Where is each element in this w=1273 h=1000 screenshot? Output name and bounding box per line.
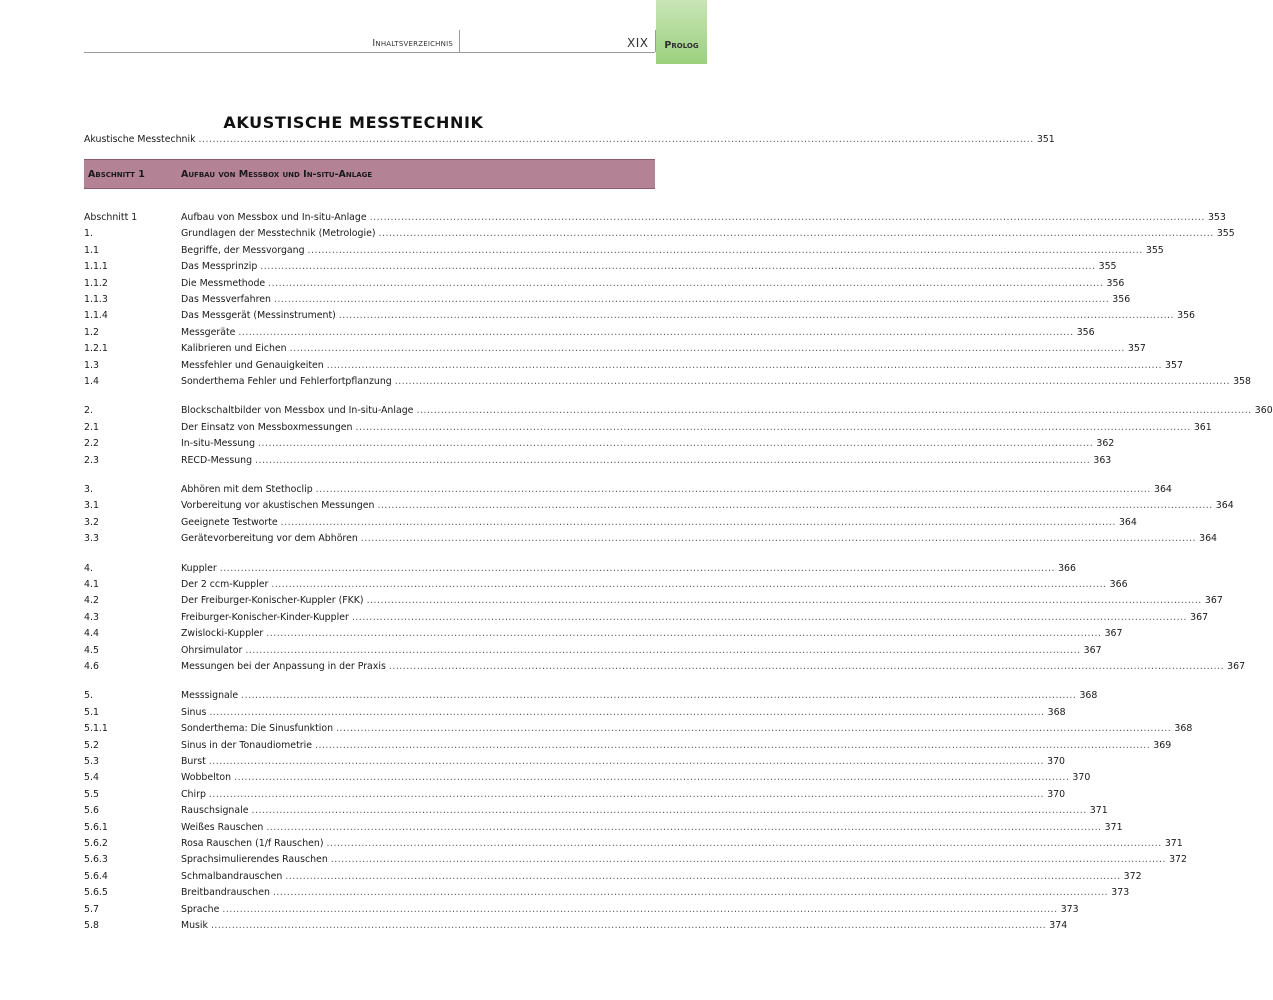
toc-row[interactable]: [84, 627, 1123, 641]
toc-leader-dots: ................................................................................................................................................................................................................................................: [366, 595, 1202, 607]
toc-page: 361: [1193, 421, 1212, 433]
toc-page: 356: [1112, 294, 1131, 305]
toc-leader-dots: ................................................................................................................................................................................................................................................: [360, 533, 1197, 545]
toc-row[interactable]: [84, 359, 1183, 373]
toc-row[interactable]: [84, 499, 1234, 513]
toc-row[interactable]: [84, 594, 1223, 608]
toc-leader-dots: ................................................................................................................................................................................................................................................: [336, 723, 1172, 735]
toc-page: 362: [1096, 438, 1115, 450]
toc-page: 370: [1072, 772, 1091, 784]
toc-row[interactable]: [84, 886, 1130, 900]
toc-number: 5.: [84, 690, 93, 702]
running-header-section: Inhaltsverzeichnis: [372, 38, 453, 49]
toc-page: 368: [1079, 690, 1098, 702]
toc-leader-dots: ................................................................................................................................................................................................................................................: [285, 870, 1121, 882]
toc-number: 5.6: [84, 805, 99, 817]
toc-number: 4.3: [84, 611, 99, 623]
toc-row[interactable]: [84, 260, 1117, 274]
toc-page: 355: [1145, 244, 1164, 256]
toc-number: 5.8: [84, 920, 99, 931]
toc-page: 363: [1093, 454, 1112, 466]
toc-row[interactable]: [84, 739, 1172, 753]
toc-title: RECD-Messung: [181, 454, 253, 466]
toc-page: 371: [1089, 805, 1108, 817]
toc-page: 370: [1047, 756, 1066, 767]
toc-number: 3.2: [84, 516, 99, 528]
toc-number: 1.2: [84, 326, 99, 338]
toc-row[interactable]: [84, 578, 1128, 592]
toc-title: Vorbereitung vor akustischen Messungen: [181, 500, 375, 512]
toc-leader-dots: ................................................................................................................................................................................................................................................: [355, 421, 1191, 433]
toc-row[interactable]: [84, 804, 1108, 818]
toc-page: 368: [1174, 723, 1193, 735]
toc-title: Grundlagen der Messtechnik (Metrologie): [181, 228, 376, 240]
header-divider: [459, 30, 460, 52]
toc-number: 1.4: [84, 376, 99, 387]
toc-leader-dots: ................................................................................................................................................................................................................................................: [260, 261, 1096, 273]
chapter-tab: [656, 0, 707, 64]
toc-leader-dots: ................................................................................................................................................................................................................................................: [280, 516, 1116, 528]
toc-title: Blockschaltbilder von Messbox und In-situ-Anlage: [181, 405, 414, 417]
toc-leader-dots: ................................................................................................................................................................................................................................................: [416, 405, 1252, 417]
toc-number: 5.6.3: [84, 854, 108, 866]
toc-leader-dots: ................................................................................................................................................................................................................................................: [219, 562, 1055, 574]
toc-title: Sonderthema Fehler und Fehlerfortpflanzung: [181, 376, 392, 387]
toc-leader-dots: ................................................................................................................................................................................................................................................: [377, 500, 1213, 512]
toc-leader-dots: ................................................................................................................................................................................................................................................: [266, 821, 1102, 833]
page-title: AKUSTISCHE MESSTECHNIK: [223, 113, 484, 132]
toc-page: 367: [1204, 595, 1223, 607]
toc-leader-dots: ................................................................................................................................................................................................................................................: [314, 739, 1151, 751]
toc-title: Freiburger-Konischer-Kinder-Kuppler: [181, 611, 349, 623]
toc-page: 356: [1076, 326, 1095, 338]
toc-row[interactable]: [84, 755, 1066, 769]
toc-number: 5.7: [84, 903, 99, 915]
toc-page: 353: [1207, 212, 1226, 223]
toc-leader-dots: ................................................................................................................................................................................................................................................: [351, 611, 1188, 623]
toc-number: 5.5: [84, 788, 99, 800]
toc-leader-dots: ................................................................................................................................................................................................................................................: [222, 903, 1058, 915]
toc-page: 371: [1104, 821, 1123, 833]
toc-title: Abhören mit dem Stethoclip: [181, 484, 313, 495]
toc-leader-dots: ................................................................................................................................................................................................................................................: [234, 772, 1070, 784]
toc-number: 1.: [84, 228, 93, 240]
toc-page: 374: [1049, 920, 1068, 931]
toc-leader-dots: ................................................................................................................................................................................................................................................: [268, 277, 1104, 289]
toc-number: 3.3: [84, 533, 99, 545]
toc-title: Begriffe, der Messvorgang: [181, 244, 305, 256]
toc-leader-dots: ................................................................................................................................................................................................................................................: [209, 706, 1045, 718]
toc-number: 1.1.3: [84, 294, 108, 305]
toc-title: In-situ-Messung: [181, 438, 256, 450]
toc-row[interactable]: [84, 644, 1102, 658]
toc-number: 2.3: [84, 454, 99, 466]
toc-intro-page: 351: [1036, 134, 1055, 145]
toc-number: 5.1.1: [84, 723, 108, 735]
toc-title: Burst: [181, 756, 206, 767]
toc-leader-dots: ................................................................................................................................................................................................................................................: [315, 484, 1151, 495]
toc-title: Der Einsatz von Messboxmessungen: [181, 421, 353, 433]
toc-title: Der Freiburger-Konischer-Kuppler (FKK): [181, 595, 364, 607]
toc-row[interactable]: [84, 342, 1146, 356]
toc-row[interactable]: [84, 404, 1273, 418]
toc-page: 355: [1098, 261, 1117, 273]
toc-leader-dots: ................................................................................................................................................................................................................................................: [238, 326, 1074, 338]
toc-row[interactable]: [84, 309, 1196, 323]
section-banner-label: Abschnitt 1: [88, 168, 145, 180]
toc-number: 4.: [84, 562, 93, 574]
toc-page: 357: [1127, 343, 1146, 355]
toc-title: Gerätevorbereitung vor dem Abhören: [181, 533, 358, 545]
toc-page: 356: [1106, 277, 1125, 289]
toc-row[interactable]: [84, 706, 1066, 720]
toc-title: Das Messprinzip: [181, 261, 258, 273]
toc-title: Der 2 ccm-Kuppler: [181, 579, 269, 590]
toc-number: 4.6: [84, 661, 99, 672]
toc-title: Rosa Rauschen (1/f Rauschen): [181, 838, 324, 849]
toc-title: Die Messmethode: [181, 277, 266, 289]
toc-row[interactable]: [84, 211, 1226, 225]
toc-title: Breitbandrauschen: [181, 887, 270, 899]
toc-row[interactable]: [84, 660, 1246, 674]
toc-number: 4.1: [84, 579, 99, 590]
section-banner: [84, 159, 655, 189]
toc-page: 356: [1177, 310, 1196, 322]
toc-page: 372: [1123, 870, 1142, 882]
toc-leader-dots: ................................................................................................................................................................................................................................................: [241, 690, 1077, 702]
toc-title: Zwislocki-Kuppler: [181, 628, 264, 640]
toc-title: Wobbelton: [181, 772, 232, 784]
toc-number: 1.1.2: [84, 277, 108, 289]
toc-intro-title: Akustische Messtechnik: [84, 134, 196, 145]
toc-row[interactable]: [84, 611, 1209, 625]
chapter-tab-label: Prolog: [664, 40, 699, 51]
toc-row[interactable]: [84, 437, 1115, 451]
toc-title: Sprachsimulierendes Rauschen: [181, 854, 328, 866]
toc-title: Sonderthema: Die Sinusfunktion: [181, 723, 334, 735]
toc-number: 2.1: [84, 421, 99, 433]
toc-number: 4.4: [84, 628, 99, 640]
toc-row[interactable]: [84, 227, 1235, 241]
toc-row[interactable]: [84, 562, 1076, 576]
toc-number: 5.6.2: [84, 838, 108, 849]
toc-number: 4.2: [84, 595, 99, 607]
toc-page: 368: [1047, 706, 1066, 718]
toc-row[interactable]: [84, 532, 1218, 546]
toc-leader-dots: ................................................................................................................................................................................................................................................: [289, 343, 1125, 355]
toc-number: 1.3: [84, 359, 99, 371]
toc-page: 366: [1109, 579, 1128, 590]
toc-leader-dots: ................................................................................................................................................................................................................................................: [394, 376, 1230, 387]
toc-row[interactable]: [84, 903, 1079, 917]
toc-row[interactable]: [84, 454, 1112, 468]
toc-leader-dots: ................................................................................................................................................................................................................................................: [258, 438, 1094, 450]
toc-title: Rauschsignale: [181, 805, 249, 817]
toc-page: 372: [1169, 854, 1187, 866]
toc-number: 5.6.5: [84, 887, 108, 899]
toc-row[interactable]: [84, 375, 1251, 389]
toc-leader-dots: ................................................................................................................................................................................................................................................: [378, 228, 1214, 240]
toc-row[interactable]: [84, 244, 1164, 258]
toc-leader-dots: ................................................................................................................................................................................................................................................: [251, 805, 1087, 817]
toc-page: 371: [1164, 838, 1183, 849]
toc-title: Schmalbandrauschen: [181, 870, 283, 882]
toc-title: Messgeräte: [181, 326, 236, 338]
toc-title: Sinus: [181, 706, 207, 718]
toc-row[interactable]: [84, 870, 1142, 884]
toc-row[interactable]: [84, 689, 1098, 703]
toc-leader-dots: ................................................................................................................................................................................................................................................: [245, 644, 1081, 656]
toc-row[interactable]: [84, 853, 1187, 867]
toc-page: 364: [1118, 516, 1137, 528]
toc-page: 364: [1199, 533, 1218, 545]
toc-row[interactable]: [84, 326, 1095, 340]
toc-leader-dots: ................................................................................................................................................................................................................................................: [330, 854, 1166, 866]
toc-number: 2.2: [84, 438, 99, 450]
toc-title: Sinus in der Tonaudiometrie: [181, 739, 312, 751]
toc-title: Das Messverfahren: [181, 294, 271, 305]
toc-title: Sprache: [181, 903, 220, 915]
toc-leader-dots: ................................................................................................................................................................................................................................................: [273, 294, 1110, 305]
toc-page: 367: [1190, 611, 1209, 623]
toc-title: Musik: [181, 920, 208, 931]
toc-number: 5.1: [84, 706, 99, 718]
toc-number: 1.1: [84, 244, 99, 256]
toc-leader-dots: ................................................................................................................................................................................................................................................: [272, 887, 1109, 899]
toc-title: Chirp: [181, 788, 206, 800]
toc-leader-dots: ................................................................................................................................................................................................................................................: [369, 212, 1205, 223]
toc-page: 369: [1153, 739, 1172, 751]
toc-row[interactable]: [84, 771, 1091, 785]
toc-page: 367: [1083, 644, 1102, 656]
toc-leader-dots: ................................................................................................................................................................................................................................................: [208, 756, 1045, 767]
toc-leader-dots: ................................................................................................................................................................................................................................................: [307, 244, 1143, 256]
toc-number: 1.1.4: [84, 310, 108, 322]
section-banner-title: Aufbau von Messbox und In-situ-Anlage: [181, 168, 373, 180]
toc-row[interactable]: [84, 722, 1193, 736]
toc-page: 367: [1104, 628, 1123, 640]
toc-leader-dots: ................................................................................................................................................................................................................................................: [271, 579, 1107, 590]
page-number: XIX: [627, 36, 649, 50]
toc-page: 358: [1233, 376, 1251, 387]
toc-leader-dots: ................................................................................................................................................................................................................................................: [255, 454, 1091, 466]
toc-row[interactable]: [84, 788, 1066, 802]
toc-title: Geeignete Testworte: [181, 516, 278, 528]
toc-page: 366: [1058, 562, 1076, 574]
toc-row[interactable]: [84, 919, 1068, 933]
toc-page: 355: [1216, 228, 1235, 240]
toc-row[interactable]: [84, 837, 1183, 851]
toc-row[interactable]: [84, 516, 1137, 530]
toc-number: 3.: [84, 484, 93, 495]
toc-number: 5.3: [84, 756, 99, 767]
toc-row[interactable]: [84, 821, 1123, 835]
toc-page: 360: [1254, 405, 1273, 417]
toc-leader-dots: ................................................................................................................................................................................................................................................: [326, 359, 1162, 371]
toc-row[interactable]: [84, 277, 1125, 291]
toc-title: Messfehler und Genauigkeiten: [181, 359, 324, 371]
toc-page: 364: [1153, 484, 1172, 495]
toc-number: 5.6.4: [84, 870, 108, 882]
toc-page: 357: [1165, 359, 1183, 371]
toc-title: Ohrsimulator: [181, 644, 243, 656]
toc-page: 373: [1111, 887, 1130, 899]
toc-number: 5.6.1: [84, 821, 108, 833]
toc-number: 1.1.1: [84, 261, 108, 273]
toc-leader-dots: ................................................................................................................................................................................................................................................: [208, 788, 1045, 800]
toc-number: 2.: [84, 405, 93, 417]
header-rule: [84, 52, 655, 53]
toc-leader-dots: ................................................................................................................................................................................................................................................: [266, 628, 1102, 640]
toc-leader-dots: ................................................................................................................................................................................................................................................: [210, 920, 1047, 931]
toc-leader-dots: ................................................................................................................................................................................................................................................: [338, 310, 1175, 322]
toc-leader-dots: ................................................................................................................................................................................................................................................: [326, 838, 1162, 849]
toc-number: 1.2.1: [84, 343, 108, 355]
toc-number: 5.4: [84, 772, 99, 784]
toc-title: Messsignale: [181, 690, 239, 702]
toc-row[interactable]: [84, 421, 1212, 435]
toc-title: Kuppler: [181, 562, 217, 574]
toc-intro-row[interactable]: [84, 133, 1055, 147]
toc-title: Aufbau von Messbox und In-situ-Anlage: [181, 212, 367, 223]
toc-title: Das Messgerät (Messinstrument): [181, 310, 336, 322]
toc-page: 367: [1227, 661, 1246, 672]
toc-number: 5.2: [84, 739, 99, 751]
toc-number: Abschnitt 1: [84, 212, 138, 223]
toc-row[interactable]: [84, 293, 1131, 307]
toc-title: Weißes Rauschen: [181, 821, 264, 833]
toc-number: 3.1: [84, 500, 99, 512]
toc-title: Messungen bei der Anpassung in der Praxis: [181, 661, 386, 672]
toc-page: 370: [1047, 788, 1066, 800]
toc-row[interactable]: [84, 483, 1172, 497]
toc-title: Kalibrieren und Eichen: [181, 343, 287, 355]
toc-number: 4.5: [84, 644, 99, 656]
toc-page: 364: [1215, 500, 1234, 512]
toc-page: 373: [1060, 903, 1079, 915]
toc-leader-dots: ................................................................................................................................................................................................................................................: [388, 661, 1225, 672]
toc-leader-dots: ................................................................................................................................................................................................................................................: [198, 134, 1034, 145]
